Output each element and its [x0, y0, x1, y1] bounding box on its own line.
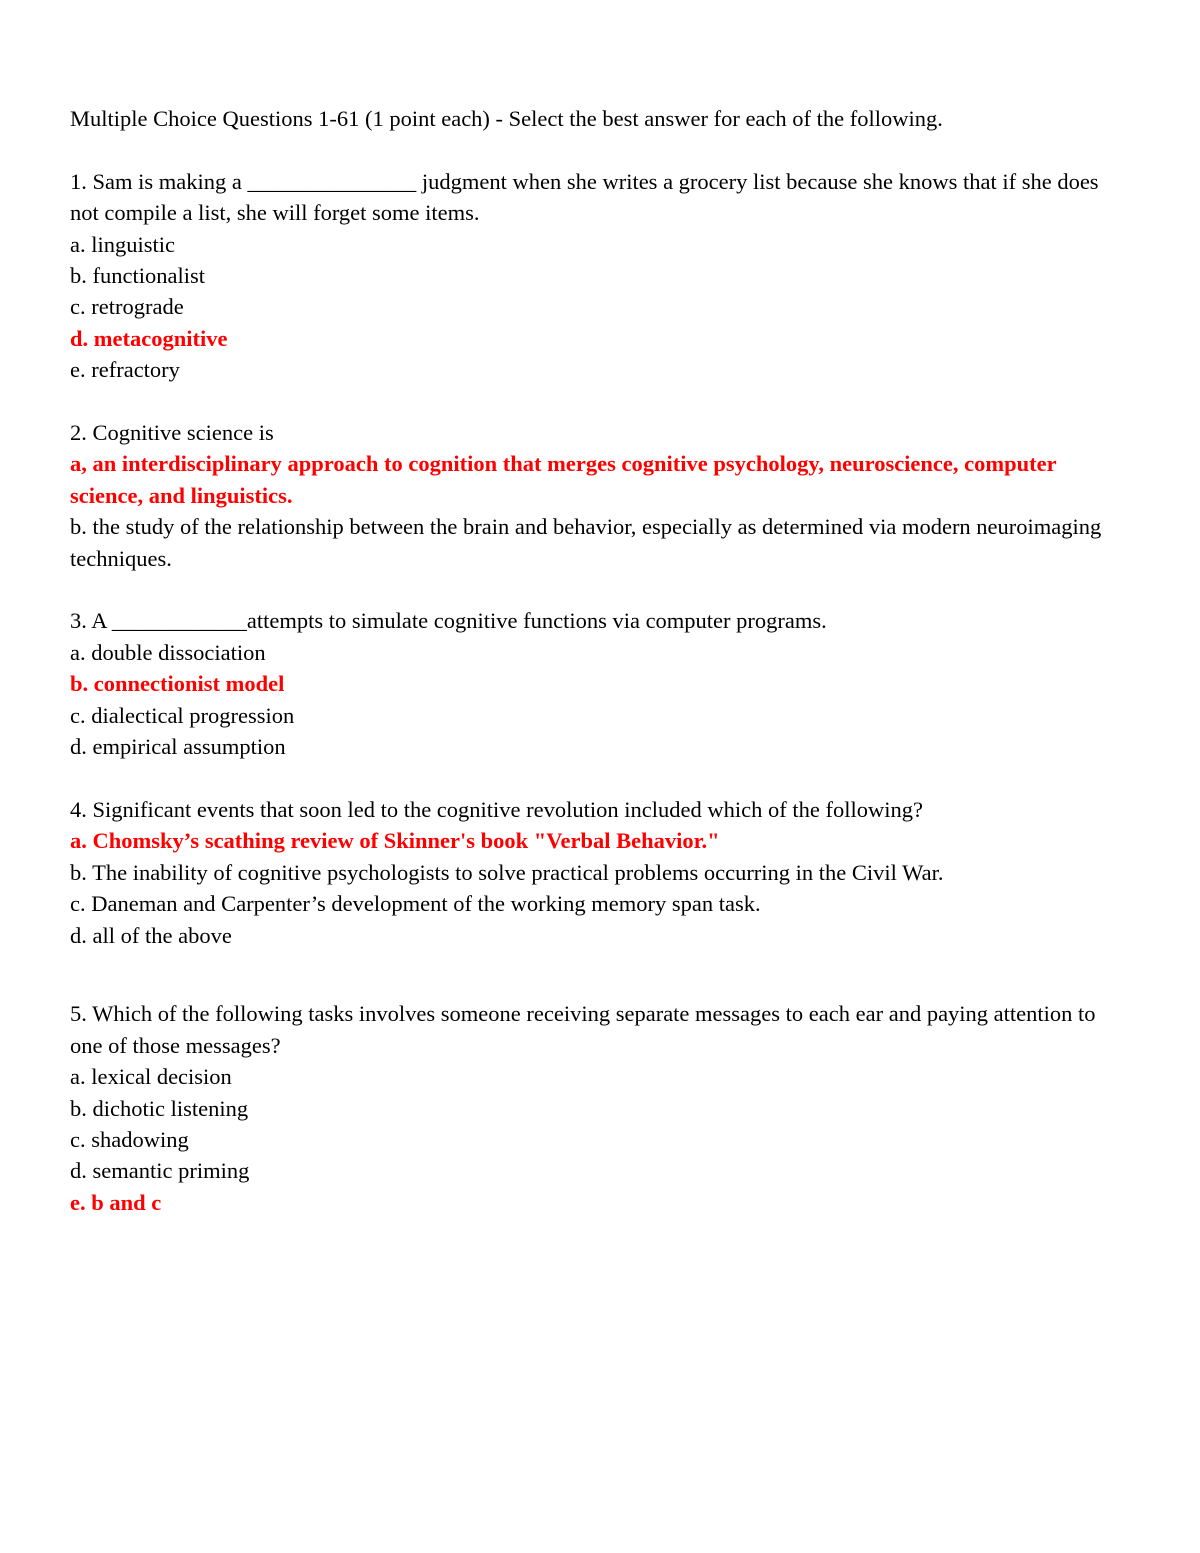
question-3-text: 3. A ____________attempts to simulate cognitive functions via computer programs.: [70, 608, 827, 634]
question-5-text: 5. Which of the following tasks involves someone receiving separate messages to each ear and paying attention to one of those messages?: [70, 1001, 1096, 1058]
question-3-option-b-correct: b. connectionist model: [70, 671, 285, 697]
question-5-option-e-correct: e. b and c: [70, 1189, 162, 1215]
question-4-option-a-correct: a. Chomsky’s scathing review of Skinner's book "Verbal Behavior.": [70, 828, 720, 854]
question-1-option-a: a. linguistic: [70, 231, 175, 257]
question-3: [70, 605, 1130, 762]
question-2-option-b: b. the study of the relationship between the brain and behavior, especially as determined via modern neuroimaging techniques.: [70, 514, 1107, 571]
question-5-option-a: a. lexical decision: [70, 1064, 232, 1090]
spacer: [70, 134, 1130, 165]
question-1-option-b: b. functionalist: [70, 263, 205, 289]
question-2-text: 2. Cognitive science is: [70, 420, 274, 446]
question-1-option-e: e. refractory: [70, 357, 180, 383]
question-4-option-b: b. The inability of cognitive psychologists to solve practical problems occurring in the Civil War.: [70, 859, 944, 885]
document-content: [70, 103, 1130, 1218]
question-2: [70, 417, 1130, 574]
question-2-option-a-correct: a, an interdisciplinary approach to cognition that merges cognitive psychology, neuroscience, computer science, and linguistics.: [70, 451, 1062, 508]
question-4: [70, 794, 1130, 951]
question-1-option-d-correct: d. metacognitive: [70, 325, 228, 351]
question-4-option-c: c. Daneman and Carpenter’s development of the working memory span task.: [70, 891, 761, 917]
spacer: [70, 762, 1130, 793]
question-3-option-a: a. double dissociation: [70, 639, 266, 665]
question-5: [70, 998, 1130, 1218]
question-3-option-d: d. empirical assumption: [70, 734, 286, 760]
spacer: [70, 982, 1130, 998]
question-5-option-c: c. shadowing: [70, 1126, 189, 1152]
question-1-text: 1. Sam is making a _______________ judgment when she writes a grocery list because she knows that if she does not compile a list, she will forget some items.: [70, 168, 1099, 226]
instructions-header: Multiple Choice Questions 1-61 (1 point each) - Select the best answer for each of the following.: [70, 106, 943, 131]
spacer: [70, 386, 1130, 417]
question-4-option-d: d. all of the above: [70, 922, 232, 948]
question-1-option-c: c. retrograde: [70, 294, 184, 320]
spacer: [70, 951, 1130, 982]
spacer: [70, 574, 1130, 605]
question-5-option-d: d. semantic priming: [70, 1158, 250, 1184]
question-4-text: 4. Significant events that soon led to the cognitive revolution included which of the following?: [70, 796, 923, 822]
question-1: [70, 166, 1130, 386]
question-5-option-b: b. dichotic listening: [70, 1095, 249, 1121]
question-3-option-c: c. dialectical progression: [70, 702, 295, 728]
